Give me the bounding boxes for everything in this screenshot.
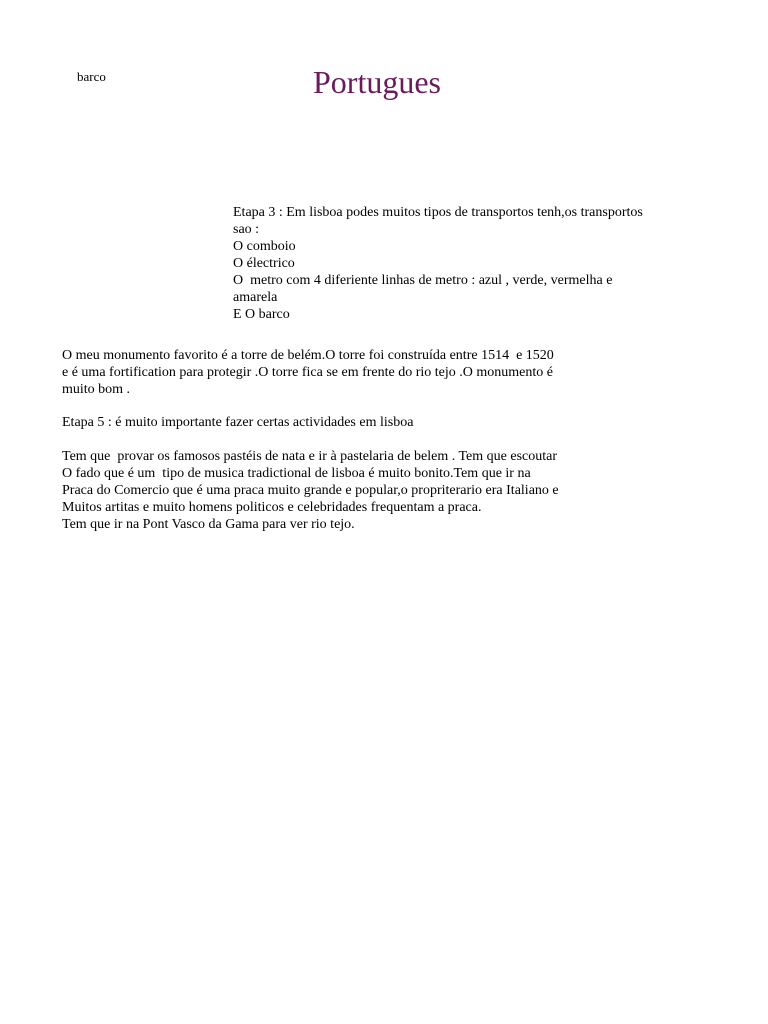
page-title: Portugues [313, 64, 441, 100]
text-line: e é uma fortification para protegir .O torre fica se em frente do rio tejo .O monumento é [62, 365, 553, 380]
text-line: O meu monumento favorito é a torre de belém.O torre foi construída entre 1514 e 1520 [62, 348, 554, 363]
text-line: muito bom . [62, 382, 131, 397]
text-line: amarela [233, 290, 278, 305]
text-line: Etapa 3 : Em lisboa podes muitos tipos de transportos tenh,os transportos [233, 205, 643, 220]
text-line: O électrico [233, 256, 295, 271]
text-line: sao : [233, 222, 260, 237]
text-line: O metro com 4 diferiente linhas de metro : azul , verde, vermelha e [233, 273, 613, 288]
text-line: O comboio [233, 239, 296, 254]
text-line: Tem que ir na Pont Vasco da Gama para ver rio tejo. [62, 517, 355, 532]
activities-paragraph [62, 448, 622, 533]
corner-label: barco [77, 69, 106, 84]
etapa5-heading: Etapa 5 : é muito importante fazer certas actividades em lisboa [62, 415, 414, 430]
text-line: Muitos artitas e muito homens politicos e celebridades frequentam a praca. [62, 500, 482, 515]
text-line: Praca do Comercio que é uma praca muito grande e popular,o propriterario era Italiano e [62, 483, 559, 498]
text-line: Tem que provar os famosos pastéis de nata e ir à pastelaria de belem . Tem que escoutar [62, 449, 557, 464]
etapa3-section [233, 204, 703, 323]
monument-paragraph [62, 347, 622, 398]
text-line: E O barco [233, 307, 290, 322]
text-line: O fado que é um tipo de musica tradictional de lisboa é muito bonito.Tem que ir na [62, 466, 531, 481]
